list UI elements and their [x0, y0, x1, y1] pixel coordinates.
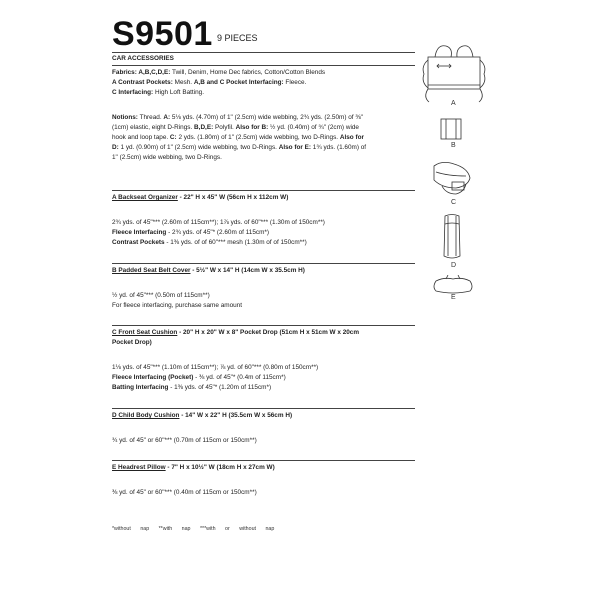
front-seat-cushion-illustration — [428, 158, 474, 198]
section-d-heading: D Child Body Cushion - 14" W x 22" H (35.5cm W x 56cm H) — [112, 412, 293, 419]
divider — [112, 408, 415, 409]
piece-count: 9 PIECES — [217, 33, 258, 43]
figure-label-d: D — [451, 262, 457, 269]
interfacing-line: C Interfacing: High Loft Batting. — [112, 89, 204, 96]
notions-block: Notions: Thread. A: 5⅛ yds. (4.70m) of 1" (2.5cm) wide webbing, 2¾ yds. (2.50m) of ⅜" (1cm) elastic, eight D-Rings. B,D,E: Polyfil. Also for B: ½ yd. (0.40m) of ¾" (2cm) wide hook and loop tape. C: 2 yds. (1.80m) of 1" (2.5cm) wide webbing, two D-Rings. Also for D: 1 yd. (0.90m) of 1" (2.5cm) wide webbing, two D-Rings. Also for E: 1¾ yds. (1.60m) of 1" (2.5cm) wide webbing, two D-Rings. — [112, 114, 367, 161]
divider — [112, 460, 415, 461]
section-a-fleece: Fleece Interfacing - 2¾ yds. of 45"* (2.60m of 115cm*) — [112, 229, 270, 236]
child-body-cushion-illustration — [437, 212, 467, 262]
pattern-number: S9501 — [112, 15, 213, 53]
section-e-yardage: ⅜ yd. of 45" or 60"*** (0.40m of 115cm or 150cm**) — [112, 489, 257, 496]
section-a-heading: A Backseat Organizer - 22" H x 45" W (56cm H x 112cm W) — [112, 194, 289, 201]
headrest-pillow-illustration — [430, 275, 476, 295]
figure-label-e: E — [451, 294, 456, 301]
divider — [112, 190, 415, 191]
section-a-yardage: 2¾ yds. of 45"*** (2.60m of 115cm**); 1⅞ yds. of 60"*** (1.30m of 150cm**) — [112, 219, 325, 226]
divider — [112, 65, 415, 66]
section-d-yardage: ¾ yd. of 45" or 60"*** (0.70m of 115cm or 150cm**) — [112, 437, 257, 444]
section-a-contrast: Contrast Pockets - 1⅜ yds. of of 60"*** mesh (1.30m of of 150cm**) — [112, 239, 307, 246]
contrast-pockets-line: A Contrast Pockets: Mesh. A,B and C Pocket Interfacing: Fleece. — [112, 79, 307, 86]
section-c-heading: C Front Seat Cushion - 20" H x 20" W x 8" Pocket Drop (51cm H x 51cm W x 20cm Pocket Drop) — [112, 329, 360, 346]
divider — [112, 263, 415, 264]
section-b-heading: B Padded Seat Belt Cover - 5½" W x 14" H (14cm W x 35.5cm H) — [112, 267, 305, 274]
divider — [112, 52, 415, 53]
footnote: *without nap **with nap ***with or without nap — [112, 526, 275, 532]
section-c-fleece: Fleece Interfacing (Pocket) - ⅜ yd. of 45"* (0.4m of 115cm*) — [112, 374, 286, 381]
figure-label-c: C — [451, 199, 457, 206]
fabrics-line: Fabrics: A,B,C,D,E: Twill, Denim, Home Dec fabrics, Cotton/Cotton Blends — [112, 69, 326, 76]
section-b-note: For fleece interfacing, purchase same amount — [112, 302, 243, 309]
section-b-yardage: ½ yd. of 45"*** (0.50m of 115cm**) — [112, 292, 210, 299]
figure-label-a: A — [451, 100, 456, 107]
section-e-heading: E Headrest Pillow - 7" H x 10½" W (18cm H x 27cm W) — [112, 464, 275, 471]
section-c-batting: Batting Interfacing - 1⅜ yds. of 45"* (1.20m of 115cm*) — [112, 384, 272, 391]
divider — [112, 325, 415, 326]
backseat-organizer-illustration — [413, 42, 493, 104]
category-title: CAR ACCESSORIES — [112, 55, 174, 62]
section-c-yardage: 1⅛ yds. of 45"*** (1.10m of 115cm**); ⅞ yd. of 60"*** (0.80m of 150cm**) — [112, 364, 319, 371]
figure-label-b: B — [451, 142, 456, 149]
seat-belt-cover-illustration — [438, 117, 464, 141]
